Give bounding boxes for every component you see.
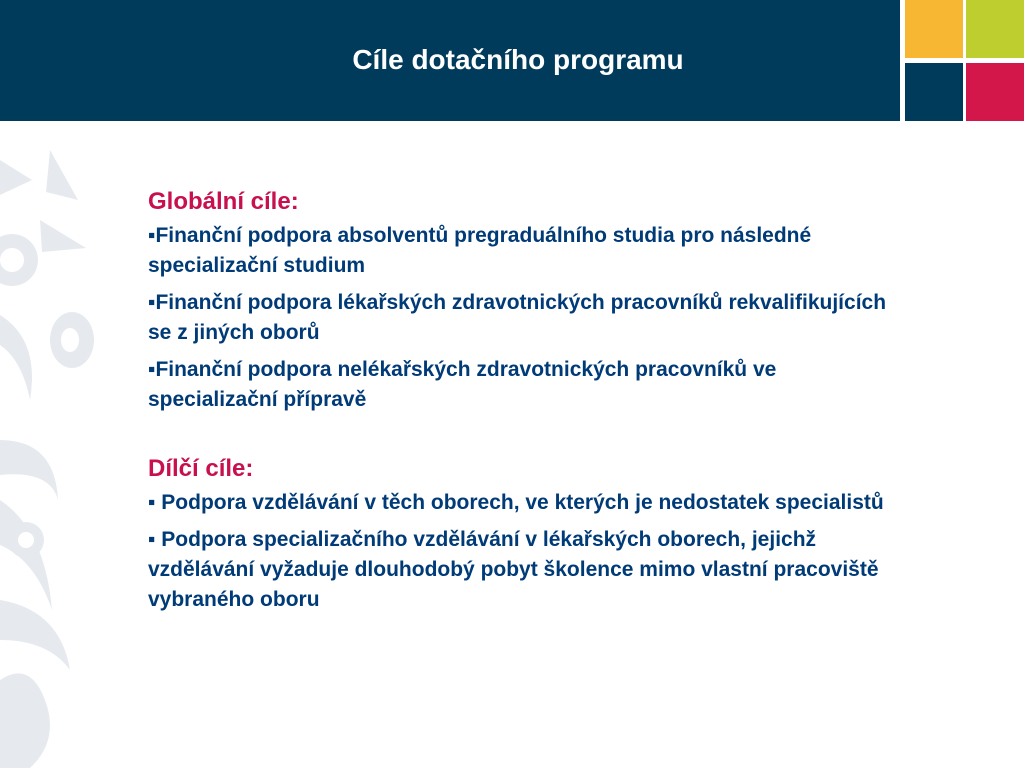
section-heading: Globální cíle:	[148, 188, 299, 215]
slide-title: Cíle dotačního programu	[352, 44, 684, 75]
section-partial-goals	[148, 450, 898, 615]
decor-tile-orange	[905, 0, 963, 58]
section-global-goals	[148, 183, 898, 415]
section-spacer	[148, 422, 898, 450]
list-item: ▪Finanční podpora lékařských zdravotnických pracovníků rekvalifikujících se z jiných oborů	[148, 291, 887, 344]
decor-tile-navy	[905, 63, 963, 121]
decor-tile-red	[966, 63, 1024, 121]
bullet-list	[148, 488, 898, 615]
list-item: ▪ Podpora specializačního vzdělávání v lékařských oborech, jejichž vzdělávání vyžaduje dlouhodobý pobyt školence mimo vlastní pracoviště vybraného oboru	[148, 528, 879, 611]
slide-content	[148, 183, 898, 622]
bullet-list	[148, 221, 898, 415]
abstract-figure-watermark-icon	[0, 140, 100, 768]
section-heading: Dílčí cíle:	[148, 455, 254, 482]
list-item: ▪Finanční podpora absolventů pregraduálního studia pro následné specializační studium	[148, 224, 812, 277]
list-item: ▪ Podpora vzdělávání v těch oborech, ve kterých je nedostatek specialistů	[148, 491, 884, 514]
list-item: ▪Finanční podpora nelékařských zdravotnických pracovníků ve specializační přípravě	[148, 358, 777, 411]
decor-tile-green	[966, 0, 1024, 58]
